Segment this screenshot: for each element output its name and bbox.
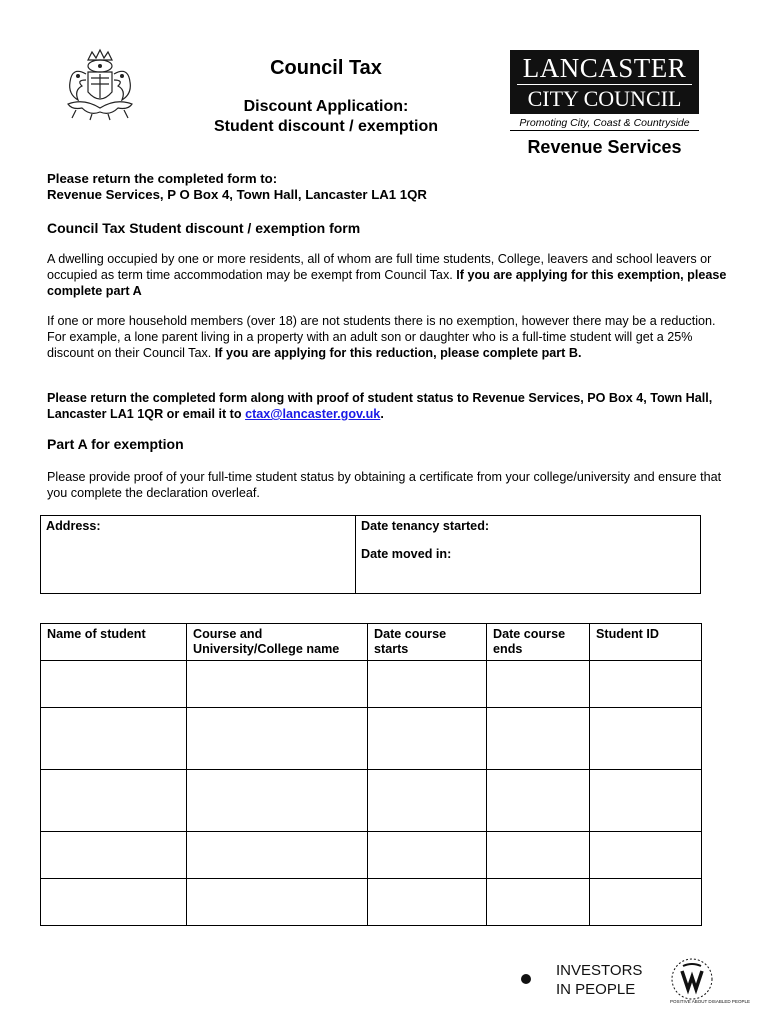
exemption-text: A dwelling occupied by one or more residents, all of whom are full time students, College, leavers and school leavers or occupied as term time accommodation may be exempt from Council Tax. xyxy=(47,252,712,282)
reduction-paragraph xyxy=(47,313,737,361)
table-header-row xyxy=(41,624,702,661)
dates-field[interactable] xyxy=(356,516,701,594)
table-row xyxy=(41,879,702,926)
lancaster-city-council-logo xyxy=(510,50,699,114)
table-cell[interactable] xyxy=(487,708,590,770)
address-label: Address: xyxy=(46,519,101,533)
table-cell[interactable] xyxy=(590,879,702,926)
table-row xyxy=(41,661,702,708)
address-field[interactable] xyxy=(41,516,356,594)
form-title: Council Tax xyxy=(270,57,382,79)
table-cell[interactable] xyxy=(487,832,590,879)
table-cell[interactable] xyxy=(368,661,487,708)
header-name-of-student: Name of student xyxy=(41,624,187,661)
table-cell[interactable] xyxy=(368,879,487,926)
reduction-text: If one or more household members (over 18) are not students there is no exemption, however there may be a reduction. For example, a lone parent living in a property with an adult son or daughter who is a full-time student will get a 25% discount on their Council Tax. xyxy=(47,314,716,360)
table-row xyxy=(41,770,702,832)
subtitle-line-1: Discount Application: xyxy=(243,98,409,115)
table-cell[interactable] xyxy=(187,832,368,879)
address-box xyxy=(40,515,701,594)
table-cell[interactable] xyxy=(590,708,702,770)
table-cell[interactable] xyxy=(368,770,487,832)
email-link[interactable]: ctax@lancaster.gov.uk xyxy=(245,407,381,421)
return-instructions-text: Please return the completed form along with proof of student status to Revenue Services, PO Box 4, Town Hall, Lancaster LA1 1QR or email it to xyxy=(47,391,713,421)
table-cell[interactable] xyxy=(187,661,368,708)
table-cell[interactable] xyxy=(41,708,187,770)
iip-line-2: IN PEOPLE xyxy=(556,981,636,998)
return-address-line-2: Revenue Services, P O Box 4, Town Hall, Lancaster LA1 1QR xyxy=(47,187,427,202)
table-cell[interactable] xyxy=(187,770,368,832)
header-course: Course and University/College name xyxy=(187,624,368,661)
subtitle-line-2: Student discount / exemption xyxy=(213,118,438,135)
table-cell[interactable] xyxy=(590,661,702,708)
table-cell[interactable] xyxy=(187,708,368,770)
table-cell[interactable] xyxy=(487,879,590,926)
form-subtitle xyxy=(196,97,456,137)
date-moved-in-label: Date moved in: xyxy=(361,547,452,561)
table-cell[interactable] xyxy=(41,879,187,926)
exemption-paragraph xyxy=(47,251,737,299)
logo-divider xyxy=(517,84,692,85)
reduction-instruction: If you are applying for this reduction, please complete part B. xyxy=(214,346,582,360)
disability-text: POSITIVE ABOUT DISABLED PEOPLE xyxy=(670,999,750,1004)
table-cell[interactable] xyxy=(41,770,187,832)
table-cell[interactable] xyxy=(590,832,702,879)
header-date-starts: Date course starts xyxy=(368,624,487,661)
table-cell[interactable] xyxy=(590,770,702,832)
investors-in-people-logo xyxy=(502,953,750,1005)
logo-line-2: CITY COUNCIL xyxy=(527,86,682,111)
return-instructions xyxy=(47,390,737,422)
header-student-id: Student ID xyxy=(590,624,702,661)
part-a-text: Please provide proof of your full-time student status by obtaining a certificate from your college/university and ensure that you complete the declaration overleaf. xyxy=(47,470,722,500)
table-cell[interactable] xyxy=(368,708,487,770)
return-instructions-end: . xyxy=(380,407,384,421)
header-date-ends: Date course ends xyxy=(487,624,590,661)
table-cell[interactable] xyxy=(41,661,187,708)
form-heading: Council Tax Student discount / exemption form xyxy=(47,220,361,236)
return-address xyxy=(47,171,737,203)
table-cell[interactable] xyxy=(487,770,590,832)
disability-symbol-icon xyxy=(672,959,712,999)
laurel-wreath-icon xyxy=(506,961,546,997)
table-cell[interactable] xyxy=(187,879,368,926)
table-cell[interactable] xyxy=(41,832,187,879)
exemption-instruction: If you are applying for this exemption, please complete part A xyxy=(47,268,727,298)
logo-line-1: LANCASTER xyxy=(522,53,687,83)
table-cell[interactable] xyxy=(487,661,590,708)
logo-tagline: Promoting City, Coast & Countryside xyxy=(510,117,699,131)
student-table xyxy=(40,623,702,926)
department-name: Revenue Services xyxy=(527,137,682,157)
table-row xyxy=(41,832,702,879)
coat-of-arms-icon xyxy=(58,46,142,122)
iip-line-1: INVESTORS xyxy=(556,962,643,979)
return-address-line-1: Please return the completed form to: xyxy=(47,171,278,186)
table-row xyxy=(41,708,702,770)
table-cell[interactable] xyxy=(368,832,487,879)
part-a-heading: Part A for exemption xyxy=(47,436,184,452)
tenancy-started-label: Date tenancy started: xyxy=(361,519,490,533)
